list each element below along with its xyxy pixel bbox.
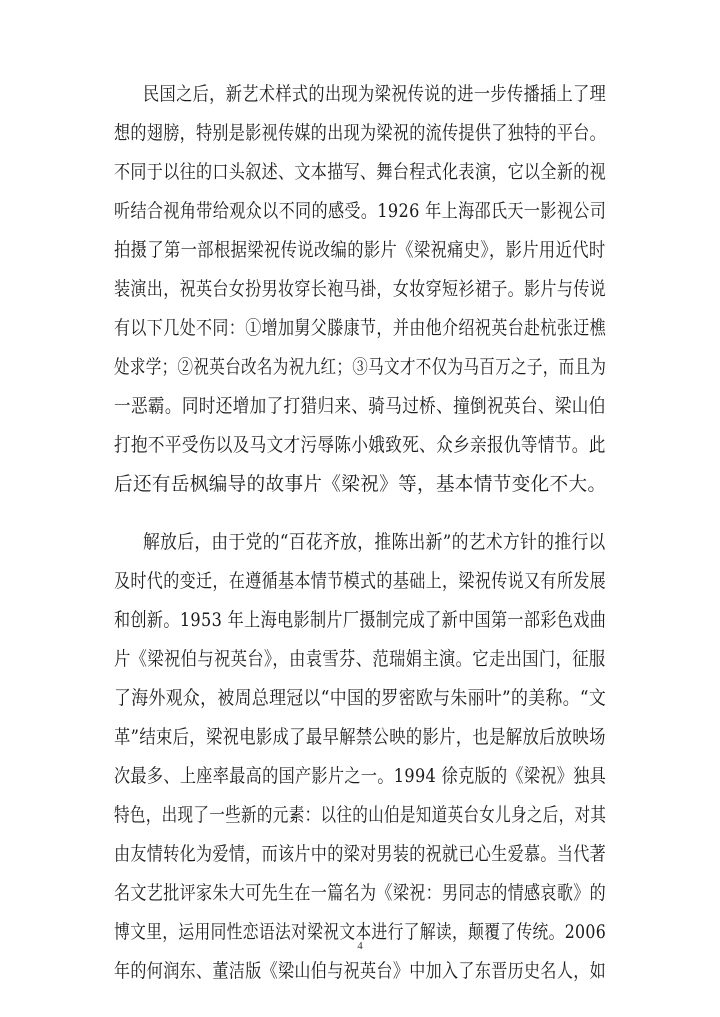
text-line: 装演出，祝英台女扮男妆穿长袍马褂，女妆穿短衫裙子。影片与传说: [114, 278, 607, 300]
text-line: 和创新。1953 年上海电影制片厂摄制完成了新中国第一部彩色戏曲: [114, 609, 607, 631]
text-line: 片《梁祝伯与祝英台》，由袁雪芬、范瑞娟主演。它走出国门，征服: [114, 648, 606, 670]
text-line: 有以下几处不同：①增加舅父滕康节，并由他介绍祝英台赴杭张迂樵: [114, 317, 607, 339]
text-line: 听结合视角带给观众以不同的感受。1926 年上海邵氏天一影视公司: [114, 200, 607, 222]
text-line: 革”结束后，梁祝电影成了最早解禁公映的影片，也是解放后放映场: [114, 726, 606, 748]
page-number: 4: [357, 940, 363, 952]
text-line: 次最多、上座率最高的国产影片之一。1994 徐克版的《梁祝》独具: [114, 765, 607, 787]
text-line: 由友情转化为爱情，而该片中的梁对男装的祝就已心生爱慕。当代著: [114, 843, 607, 865]
text-line: 特色，出现了一些新的元素：以往的山伯是知道英台女儿身之后，对其: [114, 804, 607, 826]
text-line: 年的何润东、董洁版《梁山伯与祝英台》中加入了东晋历史名人，如: [114, 960, 607, 982]
text-line: 民国之后，新艺术样式的出现为梁祝传说的进一步传播插上了理: [143, 83, 607, 105]
text-line: 一恶霸。同时还增加了打猎归来、骑马过桥、撞倒祝英台、梁山伯: [114, 395, 606, 417]
text-line: 不同于以往的口头叙述、文本描写、舞台程式化表演，它以全新的视: [114, 161, 607, 183]
text-line: 处求学；②祝英台改名为祝九红；③马文才不仅为马百万之子，而且为: [114, 356, 607, 378]
text-line: 解放后，由于党的“百花齐放，推陈出新”的艺术方针的推行以: [143, 531, 606, 553]
text-line: 打抱不平受伤以及马文才污辱陈小娥致死、众乡亲报仇等情节。此: [114, 434, 606, 456]
text-line: 拍摄了第一部根据梁祝传说改编的影片《梁祝痛史》，影片用近代时: [114, 239, 606, 261]
text-line: 想的翅膀，特别是影视传媒的出现为梁祝的流传提供了独特的平台。: [114, 122, 607, 144]
text-line: 后还有岳枫编导的故事片《梁祝》等，基本情节变化不大。: [114, 473, 607, 495]
text-line: 名文艺批评家朱大可先生在一篇名为《梁祝：男同志的情感哀歌》的: [114, 882, 607, 904]
text-line: 博文里，运用同性恋语法对梁祝文本进行了解读，颠覆了传统。2006: [114, 921, 607, 943]
text-line: 了海外观众，被周总理冠以“中国的罗密欧与朱丽叶”的美称。“文: [114, 687, 607, 709]
text-line: 及时代的变迁，在遵循基本情节模式的基础上，梁祝传说又有所发展: [114, 570, 607, 592]
